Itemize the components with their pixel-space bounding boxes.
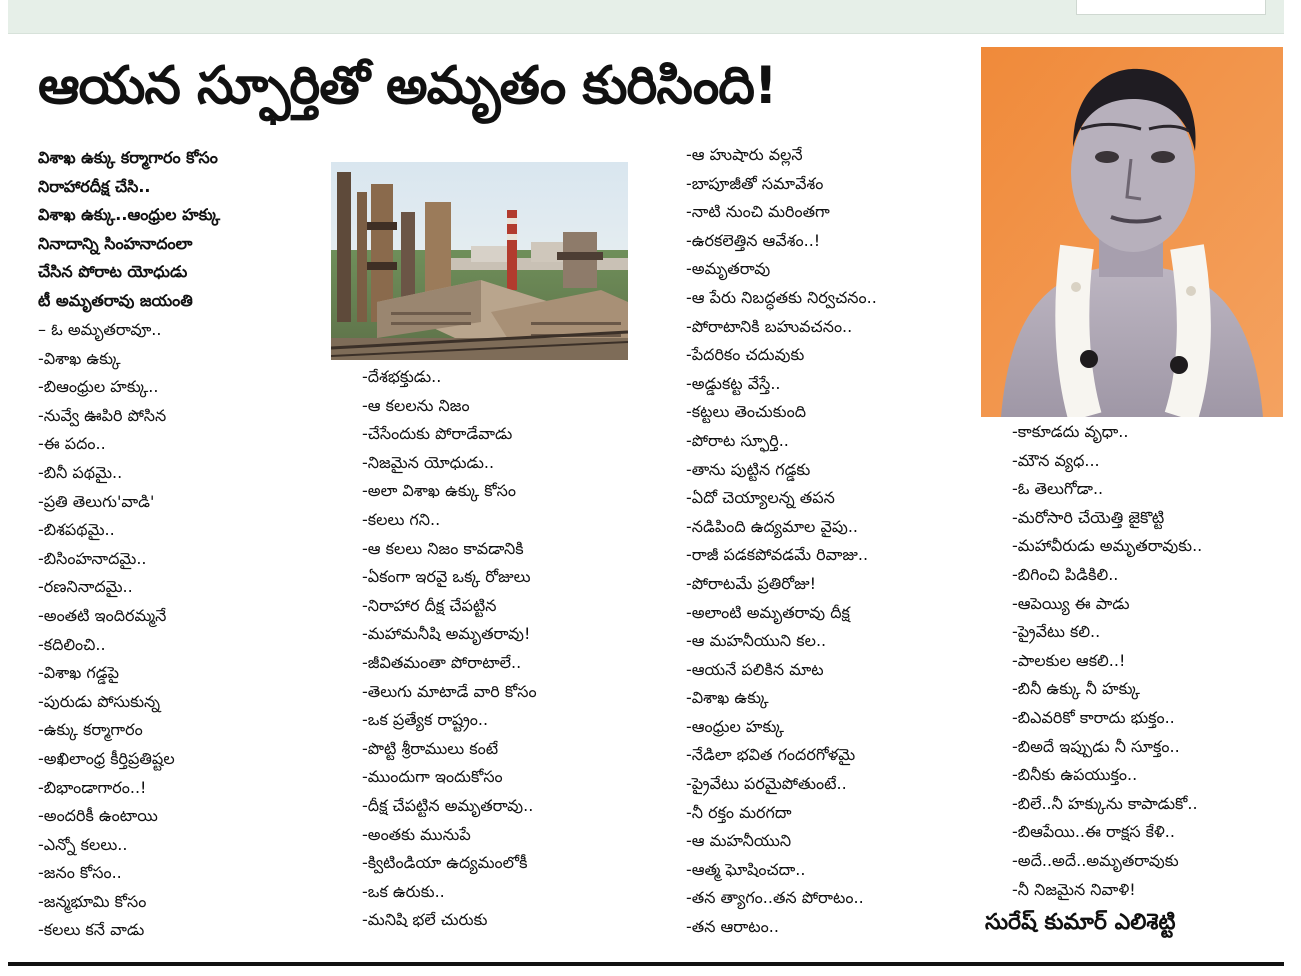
poem-line: -విశాఖ ఉక్కు	[686, 688, 769, 708]
author-signature: సురేష్ కుమార్ ఎలిశెట్టి	[985, 910, 1176, 935]
poem-line: -బిఆంధ్రుల హక్కు..	[38, 377, 159, 397]
portrait-photo	[981, 47, 1283, 417]
poem-line: -జీవితమంతా పోరాటాలే..	[362, 652, 522, 672]
poem-line: -నిరాహార దీక్ష చేపట్టిన	[362, 595, 497, 615]
poem-line: -మహావీరుడు అమృతరావుకు..	[1012, 536, 1203, 556]
poem-line: -ప్రైవేటు కలి..	[1012, 622, 1101, 642]
poem-line: -బిఎవరికో కారాదు భుక్తం..	[1012, 707, 1175, 727]
poem-line: -బిగించి పిడికిలి..	[1012, 564, 1119, 584]
poem-line: -అంతటి ఇందిరమ్మనే	[38, 605, 167, 625]
intro-line: నినాదాన్ని సింహనాదంలా	[38, 233, 193, 253]
poem-line: -బాపూజీతో సమావేశం	[686, 173, 824, 193]
bottom-rule	[8, 962, 1284, 966]
poem-line: -తన త్యాగం..తన పోరాటం..	[686, 888, 864, 908]
poem-line: -ప్రతి తెలుగు'వాడి'	[38, 491, 155, 511]
poem-line: -ఆంధ్రుల హక్కు	[686, 716, 784, 736]
poem-line: -ఆ కలలు నిజం కావడానికి	[362, 538, 524, 558]
poem-column-2	[362, 363, 537, 935]
poem-line: -దీక్ష చేపట్టిన అమృతరావు..	[362, 795, 534, 815]
poem-line: -ఆపెయ్యి ఈ పాడు	[1012, 593, 1130, 613]
header-strip-box	[1076, 0, 1266, 15]
poem-column-3	[686, 141, 877, 942]
poem-line: -నేడిలా భవిత గందరగోళమై	[686, 745, 856, 765]
poem-line: -అలాంటి అమృతరావు దీక్ష	[686, 602, 850, 622]
poem-line: -జన్మభూమి కోసం	[38, 891, 147, 911]
poem-line: -మౌన వ్యధ...	[1012, 450, 1100, 470]
poem-line: -బినీ ఉక్కు నీ హక్కు	[1012, 679, 1140, 699]
poem-line: -బిభాండాగారం..!	[38, 777, 147, 797]
poem-line: -బిఆపేయి..ఈ రాక్షస కేళి..	[1012, 822, 1175, 842]
header-strip	[8, 0, 1284, 34]
poem-line: -ఏదో చెయ్యాలన్న తపన	[686, 488, 835, 508]
poem-line: -పోరాటమే ప్రతిరోజు!	[686, 573, 817, 593]
poem-line: – ఓ అమృతరావూ..	[38, 320, 162, 339]
poem-line: -అలా విశాఖ ఉక్కు కోసం	[362, 481, 516, 501]
poem-line: -మనిషి భలే చురుకు	[362, 910, 488, 930]
poem-line: -నాటి నుంచి మరింతగా	[686, 202, 830, 222]
intro-line: టీ అమృతరావు జయంతి	[38, 290, 193, 310]
intro-block	[38, 144, 220, 316]
poem-line: -దేశభక్తుడు..	[362, 367, 442, 386]
poem-line: -విశాఖ గడ్డపై	[38, 663, 119, 683]
poem-line: -ఉరకలెత్తిన ఆవేశం..!	[686, 230, 821, 250]
poem-line: -ఆ మహనీయుని	[686, 831, 792, 851]
poem-line: -ఒక ఉరుకు..	[362, 881, 445, 901]
poem-line: -కట్టలు తెంచుకుంది	[686, 402, 806, 422]
poem-line: -బిసింహనాదమై..	[38, 548, 147, 568]
poem-line: -ఒక ప్రత్యేక రాష్ట్రం..	[362, 710, 489, 730]
poem-line: -ఓ తెలుగోడా..	[1012, 479, 1104, 499]
poem-line: -విశాఖ ఉక్కు	[38, 348, 121, 368]
poem-line: -బిలే..నీ హక్కును కాపాడుకో..	[1012, 793, 1198, 813]
poem-line: -పేదరికం చదువుకు	[686, 345, 805, 365]
poem-line: -పొట్టి శ్రీరాములు కంటే	[362, 738, 499, 758]
poem-line: -బినీ పథమై..	[38, 462, 123, 482]
poem-line: -నీ రక్తం మరగదా	[686, 802, 792, 822]
poem-line: -ఆయనే పలికిన మాట	[686, 659, 824, 679]
poem-line: -క్విటిండియా ఉద్యమంలోకీ	[362, 853, 528, 873]
intro-line: చేసిన పోరాట యోధుడు	[38, 262, 188, 282]
poem-line: -అదే..అదే..అమృతరావుకు	[1012, 850, 1179, 870]
poem-line: -బినీకు ఉపయుక్తం..	[1012, 765, 1138, 785]
poem-line: -ఆ కలలను నిజం	[362, 395, 470, 415]
poem-line: -కదిలించి..	[38, 634, 106, 654]
poem-line: -అందరికీ ఉంటాయి	[38, 806, 158, 826]
intro-line: విశాఖ ఉక్కు..ఆంధ్రుల హక్కు	[38, 205, 221, 225]
poem-line: -పోరాట స్ఫూర్తి..	[686, 430, 789, 450]
article-headline: ఆయన స్ఫూర్తితో అమృతం కురిసింది!	[38, 56, 777, 116]
steel-plant-photo	[331, 162, 628, 360]
poem-line: -తెలుగు మాటాడే వారి కోసం	[362, 681, 537, 701]
poem-line: -ఆ హుషారు వల్లనే	[686, 145, 803, 164]
poem-line: -నువ్వే ఊపిరి పోసిన	[38, 405, 167, 425]
poem-line: -అఖిలాంధ్ర కీర్తిప్రతిష్టల	[38, 748, 175, 768]
poem-line: -అమృతరావు	[686, 259, 771, 279]
poem-line: -పాలకుల ఆకలి..!	[1012, 650, 1126, 670]
poem-line: -నడిపింది ఉద్యమాల వైపు..	[686, 516, 859, 536]
poem-line: -పోరాటానికి బహువచనం..	[686, 316, 853, 336]
poem-line: -నిజమైన యోధుడు..	[362, 452, 495, 472]
poem-line: -బిఅదే ఇప్పుడు నీ సూక్తం..	[1012, 736, 1180, 756]
poem-line: -అడ్డుకట్ట వేస్తే..	[686, 373, 781, 393]
intro-line: నిరాహారదీక్ష చేసి..	[38, 176, 151, 196]
poem-line: -రాజీ పడకపోవడమే రివాజు..	[686, 545, 869, 565]
poem-line: -ఆత్మ ఘోషించదా..	[686, 859, 806, 879]
poem-line: -బిశపథమై..	[38, 520, 115, 540]
poem-line: -ఈ పదం..	[38, 434, 106, 454]
poem-line: -ఆ మహనీయుని కల..	[686, 631, 827, 651]
poem-line: -తాను పుట్టిన గడ్డకు	[686, 459, 811, 479]
poem-line: -పురుడు పోసుకున్న	[38, 691, 160, 711]
poem-line: -మరోసారి చేయెత్తి జైకొట్టి	[1012, 507, 1165, 527]
poem-line: -ముందుగా ఇందుకోసం	[362, 767, 503, 787]
poem-line: -చేసేందుకు పోరాడేవాడు	[362, 424, 513, 444]
poem-line: -ఎన్నో కలలు..	[38, 834, 128, 854]
poem-line: -అంతకు మునుపే	[362, 824, 471, 844]
poem-line: -కాకూడదు వృధా..	[1012, 422, 1129, 441]
poem-line: -కలలు గని..	[362, 509, 441, 529]
poem-column-4	[1012, 418, 1202, 904]
poem-line: -జనం కోసం..	[38, 863, 122, 883]
poem-line: -ఆ పేరు నిబద్ధతకు నిర్వచనం..	[686, 287, 877, 307]
poem-column-1	[38, 316, 175, 945]
intro-line: విశాఖ ఉక్కు కర్మాగారం కోసం	[38, 148, 218, 167]
poem-line: -తన ఆరాటం..	[686, 917, 779, 937]
poem-line: -రణనినాదమై..	[38, 577, 133, 597]
poem-line: -నీ నిజమైన నివాళి!	[1012, 879, 1136, 899]
poem-line: -కలలు కనే వాడు	[38, 920, 145, 940]
poem-line: -ఏకంగా ఇరవై ఒక్క రోజులు	[362, 567, 531, 587]
poem-line: -మహామనీషి అమృతరావు!	[362, 624, 531, 644]
poem-line: -ఉక్కు కర్మాగారం	[38, 720, 143, 740]
poem-line: -ప్రైవేటు పరమైపోతుంటే..	[686, 774, 847, 794]
